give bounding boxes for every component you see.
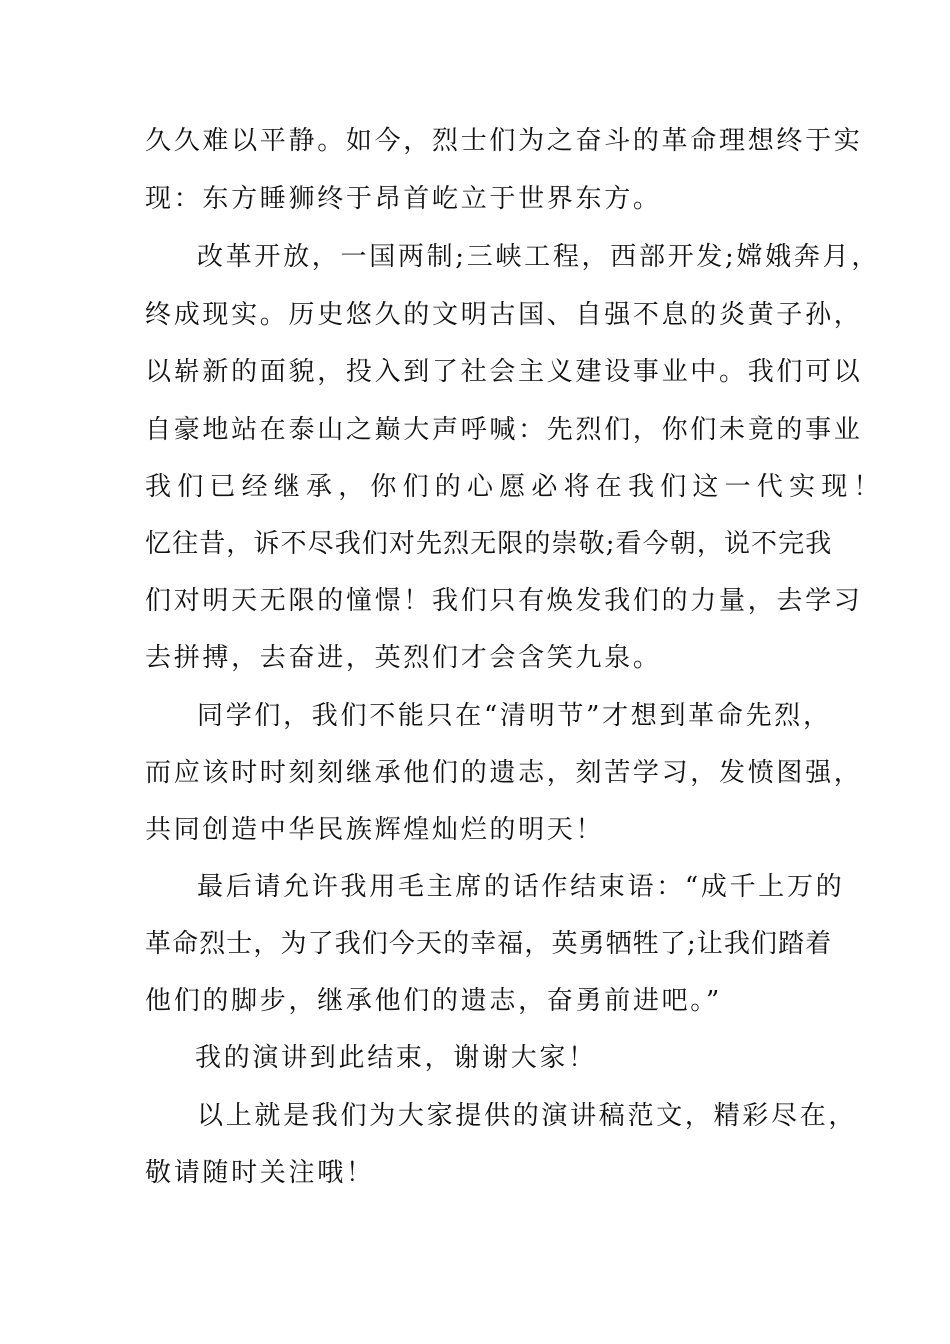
text-line-10: 去拼搏，去奋进，英烈们才会含笑九泉。 bbox=[145, 643, 662, 673]
text-line-2: 现：东方睡狮终于昂首屹立于世界东方。 bbox=[145, 184, 662, 214]
text-line-1: 久久难以平静。如今，烈士们为之奋斗的革命理想终于实 bbox=[145, 126, 863, 156]
text-line-3: 改革开放，一国两制;三峡工程，西部开发;嫦娥奔月， bbox=[197, 242, 881, 272]
text-line-7: 我们已经继承，你们的心愿必将在我们这一代实现！ bbox=[145, 472, 886, 502]
text-line-12: 而应该时时刻刻继承他们的遗志，刻苦学习，发愤图强， bbox=[145, 758, 863, 788]
text-line-14: 最后请允许我用毛主席的话作结束语：“成千上万的 bbox=[197, 872, 845, 902]
text-line-4: 终成现实。历史悠久的文明古国、自强不息的炎黄子孙， bbox=[145, 300, 863, 330]
text-line-19: 敬请随时关注哦！ bbox=[145, 1158, 375, 1188]
text-line-18: 以上就是我们为大家提供的演讲稿范文，精彩尽在， bbox=[197, 1101, 858, 1131]
text-line-16: 他们的脚步，继承他们的遗志，奋勇前进吧。” bbox=[145, 986, 722, 1016]
text-line-8: 忆往昔，诉不尽我们对先烈无限的崇敬;看今朝，说不完我 bbox=[145, 529, 833, 559]
text-line-5: 以崭新的面貌，投入到了社会主义建设事业中。我们可以 bbox=[145, 357, 863, 387]
text-line-17: 我的演讲到此结束，谢谢大家！ bbox=[195, 1043, 597, 1073]
text-line-15: 革命烈士，为了我们今天的幸福，英勇牺牲了;让我们踏着 bbox=[145, 929, 833, 959]
text-line-13: 共同创造中华民族辉煌灿烂的明天！ bbox=[145, 815, 605, 845]
text-line-6: 自豪地站在泰山之巅大声呼喊：先烈们，你们未竟的事业 bbox=[145, 415, 863, 445]
text-line-11: 同学们，我们不能只在“清明节”才想到革命先烈， bbox=[197, 701, 832, 731]
text-line-9: 们对明天无限的憧憬！我们只有焕发我们的力量，去学习 bbox=[145, 586, 863, 616]
